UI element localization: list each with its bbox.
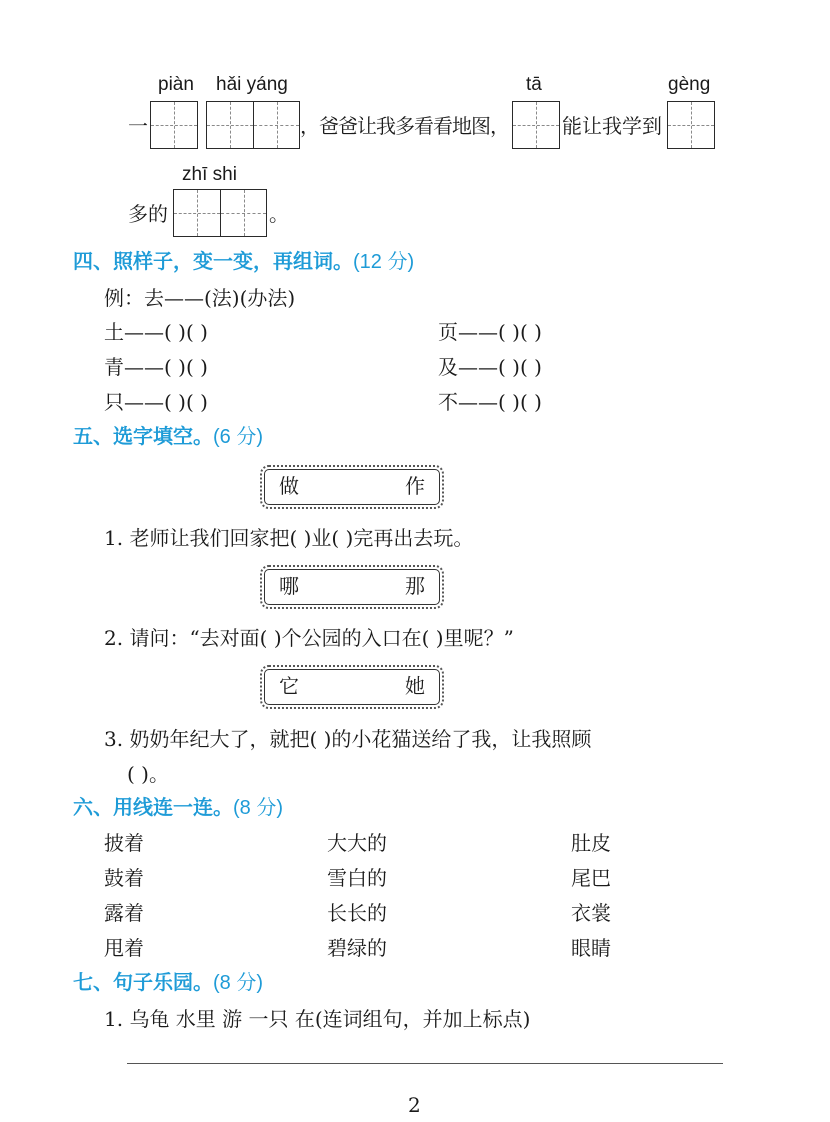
choice-char: 它 — [279, 674, 299, 698]
match-verb[interactable]: 甩着 — [104, 936, 144, 960]
match-noun[interactable]: 肚皮 — [571, 831, 611, 855]
line1-text-1: ，爸爸让我多看看地图， — [300, 114, 509, 138]
section-4-title: 四、照样子，变一变，再组词。 — [73, 251, 353, 273]
word-row-left[interactable]: 土——( )( ) — [104, 320, 208, 344]
word-row-left[interactable]: 青——( )( ) — [104, 355, 208, 379]
line1-text-2: 能让我学到 — [562, 114, 662, 138]
choice-box-zuo — [264, 469, 440, 505]
section-4-points: (12 分) — [353, 251, 415, 273]
section-7-points: (8 分) — [213, 972, 263, 994]
line2-prefix: 多的 — [128, 202, 168, 226]
word-row-right[interactable]: 及——( )( ) — [438, 355, 542, 379]
section-7-title: 七、句子乐园。 — [73, 972, 213, 994]
page-number: 2 — [408, 1093, 421, 1117]
choice-char: 那 — [405, 574, 425, 598]
section-6-heading — [73, 796, 283, 820]
match-noun[interactable]: 衣裳 — [571, 901, 611, 925]
choice-box-na — [264, 569, 440, 605]
section-6-points: (8 分) — [233, 797, 283, 819]
match-noun[interactable]: 尾巴 — [571, 866, 611, 890]
fill-sentence-1[interactable]: 1. 老师让我们回家把( )业( )完再出去玩。 — [104, 526, 474, 550]
choice-char: 哪 — [279, 574, 299, 598]
writing-grid-geng[interactable] — [667, 101, 715, 149]
match-adjective[interactable]: 大大的 — [327, 831, 387, 855]
fill-sentence-3[interactable]: 3. 奶奶年纪大了，就把( )的小花猫送给了我，让我照顾 — [104, 727, 592, 751]
match-adjective[interactable]: 碧绿的 — [327, 936, 387, 960]
fill-sentence-2[interactable]: 2. 请问：“去对面( )个公园的入口在( )里呢？” — [104, 626, 514, 650]
match-verb[interactable]: 露着 — [104, 901, 144, 925]
choice-box-ta — [264, 669, 440, 705]
section-5-heading — [73, 425, 263, 449]
match-noun[interactable]: 眼睛 — [571, 936, 611, 960]
answer-line[interactable] — [127, 1063, 723, 1064]
section-6-title: 六、用线连一连。 — [73, 797, 233, 819]
line1-prefix: 一 — [128, 114, 148, 138]
match-verb[interactable]: 鼓着 — [104, 866, 144, 890]
word-row-left[interactable]: 只——( )( ) — [104, 390, 208, 414]
writing-grid-ta[interactable] — [512, 101, 560, 149]
writing-grid-zhishi[interactable] — [173, 189, 267, 237]
pinyin-ta: tā — [526, 74, 542, 95]
choice-char: 做 — [279, 474, 299, 498]
match-adjective[interactable]: 雪白的 — [327, 866, 387, 890]
pinyin-zhishi: zhī shi — [182, 164, 237, 185]
sentence-building-item-1: 1. 乌龟 水里 游 一只 在(连词组句，并加上标点) — [104, 1007, 531, 1031]
writing-grid-pian[interactable] — [150, 101, 198, 149]
pinyin-haiyang: hǎi yáng — [216, 74, 288, 95]
fill-sentence-3-continuation[interactable]: ( )。 — [127, 762, 169, 786]
match-adjective[interactable]: 长长的 — [327, 901, 387, 925]
writing-grid-haiyang[interactable] — [206, 101, 300, 149]
choice-char: 她 — [405, 674, 425, 698]
line2-suffix: 。 — [269, 202, 289, 226]
pinyin-pian: piàn — [158, 74, 194, 95]
word-row-right[interactable]: 页——( )( ) — [438, 320, 542, 344]
section-5-points: (6 分) — [213, 426, 263, 448]
word-row-right[interactable]: 不——( )( ) — [438, 390, 542, 414]
section-7-heading — [73, 971, 263, 995]
choice-char: 作 — [405, 474, 425, 498]
pinyin-geng: gèng — [668, 74, 711, 95]
section-4-example: 例：去——(法)(办法) — [104, 286, 296, 310]
section-4-heading — [73, 250, 414, 274]
section-5-title: 五、选字填空。 — [73, 426, 213, 448]
match-verb[interactable]: 披着 — [104, 831, 144, 855]
